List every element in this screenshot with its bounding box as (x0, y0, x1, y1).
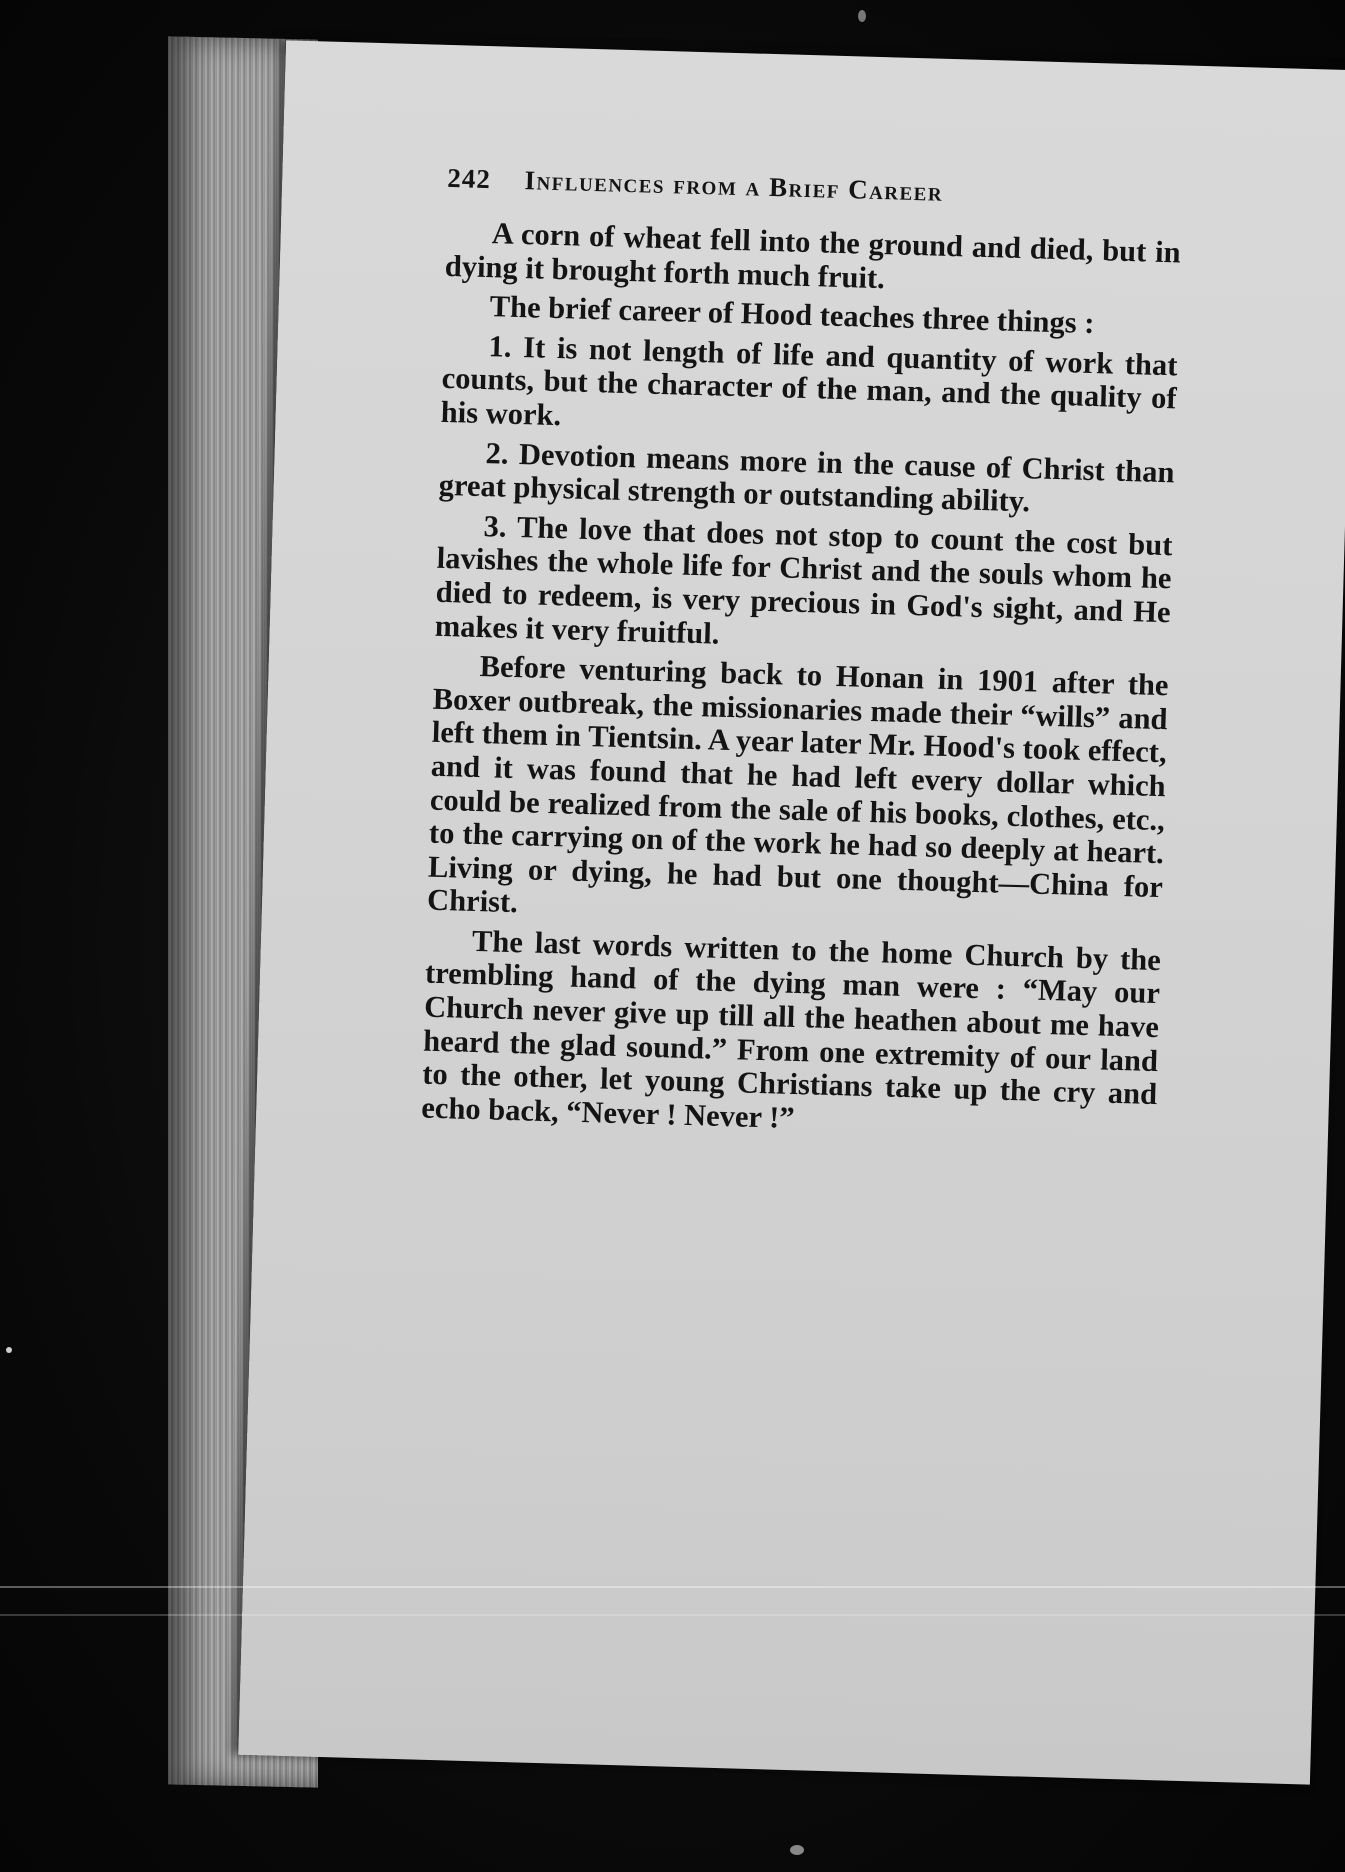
running-head (447, 163, 1183, 215)
scan-artifact-line (0, 1614, 1345, 1616)
dust-speck (790, 1845, 804, 1855)
paragraph-last-words: The last words written to the home Church by the trembling hand of the dying man were : “May our Church never give up till all the heathen about me have heard the glad sound.” From one extremity of our land to the other, let young Christians take up the cry and echo back, “Never ! Never !” (420, 923, 1162, 1135)
dust-speck (858, 10, 866, 22)
page-number: 242 (446, 162, 492, 195)
paragraph-point-1: 1. It is not length of life and quantity of work that counts, but the character of the man, and the quality of his work. (440, 328, 1178, 433)
paragraph-corn-of-wheat: A corn of wheat fell into the ground and died, but in dying it brought forth much fruit. (444, 216, 1182, 295)
running-head-title: Influences from a Brief Career (524, 165, 944, 207)
paragraph-point-2: 2. Devotion means more in the cause of Christ than great physical strength or outstanding ability. (438, 435, 1175, 519)
paragraph-three-things: The brief career of Hood teaches three things : (489, 289, 1095, 341)
paragraph-wills: Before venturing back to Honan in 1901 after the Boxer outbreak, the missionaries made their “wills” and left them in Tientsin. A year later Mr. Hood's took effect, and it was found that he had left every dollar which could be realized from the sale of his books, clothes, etc., to the carrying on of the work he had so deeply at heart. Living or dying, he had but one thought—China for Christ. (426, 649, 1169, 920)
book-page (238, 40, 1345, 1784)
scan-artifact-line (0, 1586, 1345, 1588)
page-content (421, 163, 1183, 1152)
paragraph-point-3: 3. The love that does not stop to count the cost but lavishes the whole life for Christ and the souls whom he died to redeem, is very precious in God's sight, and He makes it very fruitful. (434, 508, 1173, 651)
dust-speck (6, 1347, 12, 1353)
